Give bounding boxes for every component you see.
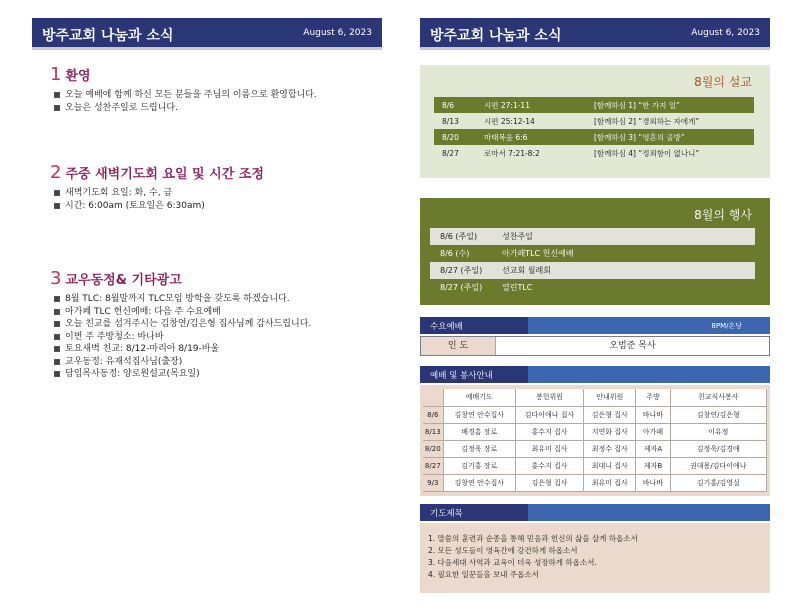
list-item: 토요새벽 친교: 8/12-마리아 8/19-바울 xyxy=(54,343,382,356)
leader-key: 인 도 xyxy=(421,337,496,355)
section-dawn-prayer-title: 2 주중 새벽기도회 요일 및 시간 조정 xyxy=(50,162,264,183)
list-item: 새벽기도회 요일: 화, 수, 금 xyxy=(54,187,382,200)
table-row: 9/3 김창연 안수집사 김은형 집사 최유미 집사 바나바 김기홍/김영실 xyxy=(423,474,767,491)
bullet-square-icon xyxy=(54,346,60,352)
wednesday-service-label: 수요예배 xyxy=(430,322,463,332)
bullet-square-icon xyxy=(54,359,60,365)
event-row: 8/27 (주일) 열린TLC xyxy=(440,283,533,292)
list-item: 3. 다음세대 사역과 교육이 더욱 성장하게 하옵소서. xyxy=(428,557,597,567)
service-table xyxy=(423,389,767,492)
right-header-title: 방주교회 나눔과 소식 xyxy=(430,28,562,44)
service-table-wrap xyxy=(420,385,770,496)
service-guide-bar xyxy=(420,366,770,383)
bullet-square-icon xyxy=(54,334,60,340)
prayer-label: 기도제목 xyxy=(430,508,463,519)
event-row: 8/27 (주일) 선교회 월례회 xyxy=(430,262,755,279)
wednesday-service-time: 8PM/온당 xyxy=(711,322,742,330)
bullet-square-icon xyxy=(54,92,60,98)
section-welcome-list xyxy=(54,89,382,114)
wednesday-leader-row xyxy=(420,336,770,356)
list-item: 2. 모든 성도들이 영육간에 강건하게 하옵소서 xyxy=(428,545,578,555)
list-item: 담임목사동정: 양로원설교(목요일) xyxy=(54,368,382,381)
bullet-square-icon xyxy=(54,296,60,302)
left-header xyxy=(32,18,382,50)
list-item: 4. 필요한 일꾼들을 보내 주옵소서 xyxy=(428,569,539,579)
bullet-square-icon xyxy=(54,105,60,111)
list-item: 교우동정: 유재석집사님(출장) xyxy=(54,356,382,369)
wednesday-service-bar xyxy=(420,317,770,334)
sermon-panel xyxy=(420,65,770,178)
list-item: 오늘 친교를 섬겨주시는 김창연/김은형 집사님께 감사드립니다. xyxy=(54,318,382,331)
section-news-list xyxy=(54,293,382,381)
right-header xyxy=(420,18,770,50)
sermon-panel-title: 8월의 설교 xyxy=(694,75,752,89)
list-item: 오늘 예배에 함께 하신 모든 분들을 주님의 이름으로 환영합니다. xyxy=(54,89,382,102)
sermon-row: 8/6 시편 27:1-11 [함께하심 1] “한 가지 일” xyxy=(434,97,754,113)
bullet-square-icon xyxy=(54,321,60,327)
table-row: 8/20 김정욱 장로 최유미 집사 최정수 집사 제자A 김정욱/김경애 xyxy=(423,440,767,457)
sermon-row: 8/27 로마서 7:21-8:2 [함께하심 4] “정죄함이 없나니” xyxy=(442,148,700,158)
table-row: 8/6 김창연 안수집사 김다이애나 집사 김은형 집사 바나바 김창연/김은형 xyxy=(423,406,767,423)
prayer-bar xyxy=(420,504,770,521)
event-row: 8/6 (주일) 성찬주일 xyxy=(430,228,755,245)
left-header-title: 방주교회 나눔과 소식 xyxy=(42,28,174,44)
prayer-list xyxy=(420,523,770,593)
events-panel-title: 8월의 행사 xyxy=(694,208,752,222)
bullet-square-icon xyxy=(54,309,60,315)
list-item: 시간: 6:00am (토요일은 6:30am) xyxy=(54,200,382,213)
bullet-square-icon xyxy=(54,190,60,196)
right-header-date: August 6, 2023 xyxy=(691,28,760,38)
section-dawn-prayer-list xyxy=(54,187,382,212)
table-row: 8/27 김기홍 장로 홍수지 집사 최대니 집사 제자B 권대용/김다이애나 xyxy=(423,457,767,474)
bullet-square-icon xyxy=(54,203,60,209)
leader-value: 오범준 목사 xyxy=(609,341,656,351)
service-guide-label: 예배 및 봉사안내 xyxy=(430,371,493,381)
event-row: 8/6 (수) 아가페TLC 헌신예배 xyxy=(440,249,574,258)
table-header-row: 예배기도 봉헌위원 안내위원 주방 친교식사봉사 xyxy=(423,389,767,406)
sermon-row: 8/13 시편 25:12-14 [함께하심 2] “경외하는 자에게” xyxy=(442,116,700,126)
right-page xyxy=(420,0,770,612)
table-row: 8/13 배경흠 장로 홍수지 집사 지연화 집사 아가페 이유정 xyxy=(423,423,767,440)
list-item: 아가페 TLC 헌신예배: 다음 주 수요예배 xyxy=(54,306,382,319)
list-item: 이번 주 주방청소: 바나바 xyxy=(54,331,382,344)
list-item: 1. 말씀의 훈련과 순종을 통해 믿음과 헌신의 삶을 살게 하옵소서 xyxy=(428,533,638,543)
list-item: 8월 TLC: 8월말까지 TLC모임 방학을 갖도록 하겠습니다. xyxy=(54,293,382,306)
list-item: 오늘은 성찬주일로 드립니다. xyxy=(54,102,382,115)
left-header-date: August 6, 2023 xyxy=(303,28,372,38)
section-news-title: 3 교우동정& 기타광고 xyxy=(50,268,182,289)
bullet-square-icon xyxy=(54,371,60,377)
sermon-row: 8/20 마태복음 6:6 [함께하심 3] “영혼의 골방” xyxy=(434,129,754,145)
left-page xyxy=(32,0,382,612)
section-welcome-title: 1 환영 xyxy=(50,64,91,85)
events-panel xyxy=(420,198,770,305)
